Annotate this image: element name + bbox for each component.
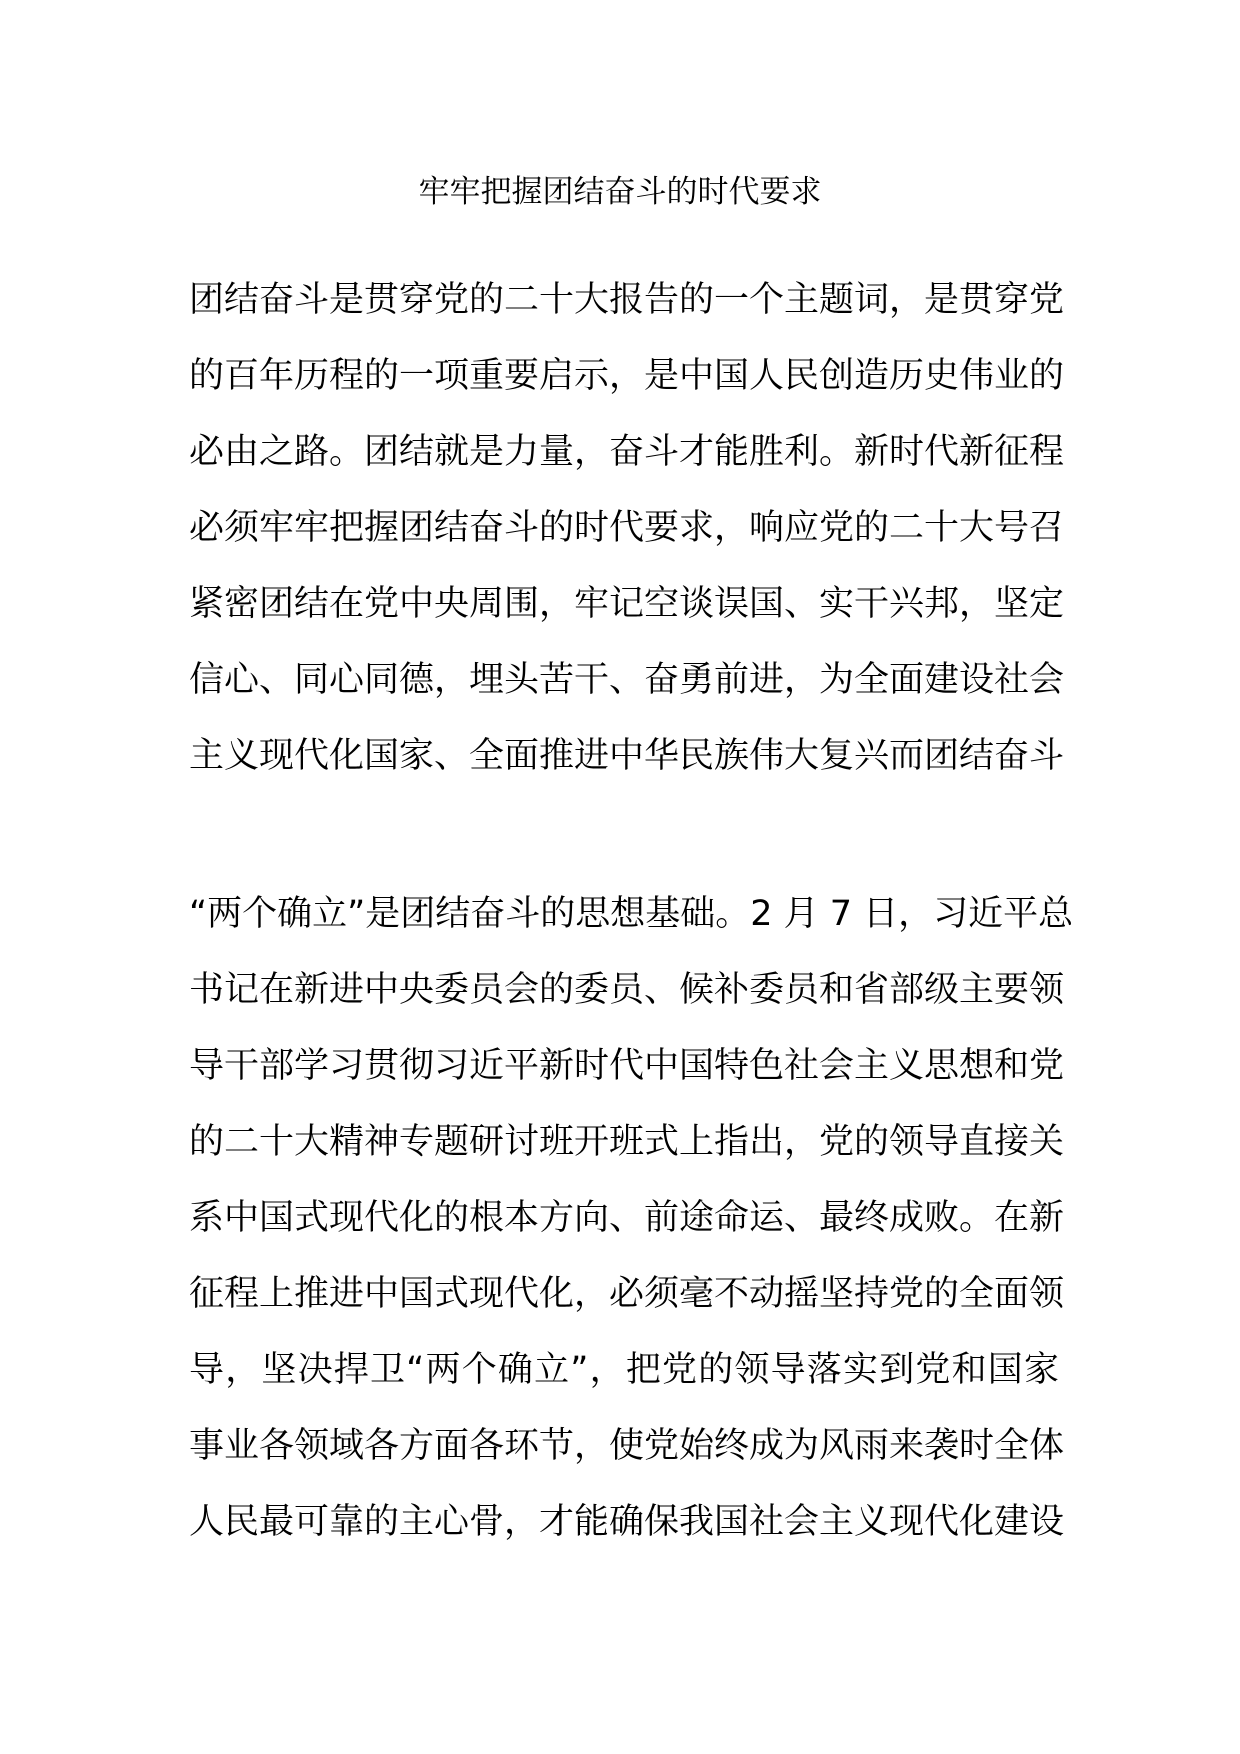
- paragraph-2: [189, 876, 1074, 1560]
- paragraph-line: 紧密团结在党中央周围，牢记空谈误国、实干兴邦，坚定: [189, 584, 1065, 624]
- paragraph-line: 导，坚决捍卫“两个确立”，把党的领导落实到党和国家: [189, 1350, 1059, 1390]
- paragraph-line: 的二十大精神专题研讨班开班式上指出，党的领导直接关: [189, 1122, 1065, 1162]
- paragraph-line: 必须牢牢把握团结奋斗的时代要求，响应党的二十大号召: [189, 508, 1065, 548]
- paragraph-line: 主义现代化国家、全面推进中华民族伟大复兴而团结奋斗: [189, 736, 1065, 776]
- paragraph-line: 系中国式现代化的根本方向、前途命运、最终成败。在新: [189, 1198, 1065, 1238]
- paragraph-line: 信心、同心同德，埋头苦干、奋勇前进，为全面建设社会: [189, 660, 1065, 700]
- paragraph-line: 的百年历程的一项重要启示，是中国人民创造历史伟业的: [189, 356, 1065, 396]
- paragraph-line: 团结奋斗是贯穿党的二十大报告的一个主题词，是贯穿党: [189, 280, 1065, 320]
- document-title: 牢牢把握团结奋斗的时代要求: [418, 174, 822, 210]
- paragraph-line: 人民最可靠的主心骨，才能确保我国社会主义现代化建设: [189, 1502, 1065, 1542]
- paragraph-line: 必由之路。团结就是力量，奋斗才能胜利。新时代新征程: [189, 432, 1065, 472]
- paragraph-line: 书记在新进中央委员会的委员、候补委员和省部级主要领: [189, 970, 1065, 1010]
- paragraph-line: 征程上推进中国式现代化，必须毫不动摇坚持党的全面领: [189, 1274, 1065, 1314]
- paragraph-line: 导干部学习贯彻习近平新时代中国特色社会主义思想和党: [189, 1046, 1065, 1086]
- paragraph-line: “两个确立”是团结奋斗的思想基础。2 月 7 日，习近平总: [189, 894, 1074, 934]
- paragraph-line: 事业各领域各方面各环节，使党始终成为风雨来袭时全体: [189, 1426, 1065, 1466]
- paragraph-1: [189, 262, 1065, 794]
